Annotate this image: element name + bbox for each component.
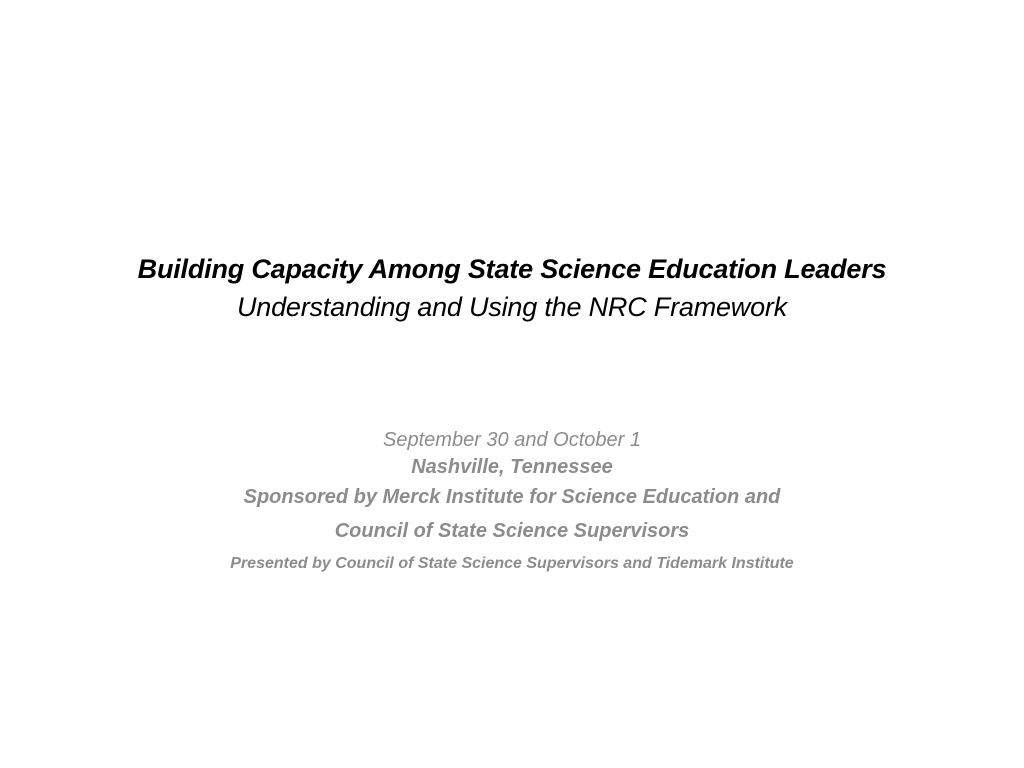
sponsor-line-1: Sponsored by Merck Institute for Science Education and bbox=[243, 486, 781, 508]
slide-subtitle bbox=[0, 426, 1024, 578]
slide-title bbox=[0, 250, 1024, 326]
sponsor-line-2: Council of State Science Supervisors bbox=[334, 520, 690, 542]
event-date: September 30 and October 1 bbox=[383, 429, 641, 451]
event-location: Nashville, Tennessee bbox=[411, 456, 613, 478]
title-subtitle: Understanding and Using the NRC Framework bbox=[236, 292, 788, 322]
title-main: Building Capacity Among State Science Education Leaders bbox=[137, 254, 887, 284]
presented-by: Presented by Council of State Science Supervisors and Tidemark Institute bbox=[230, 555, 794, 572]
